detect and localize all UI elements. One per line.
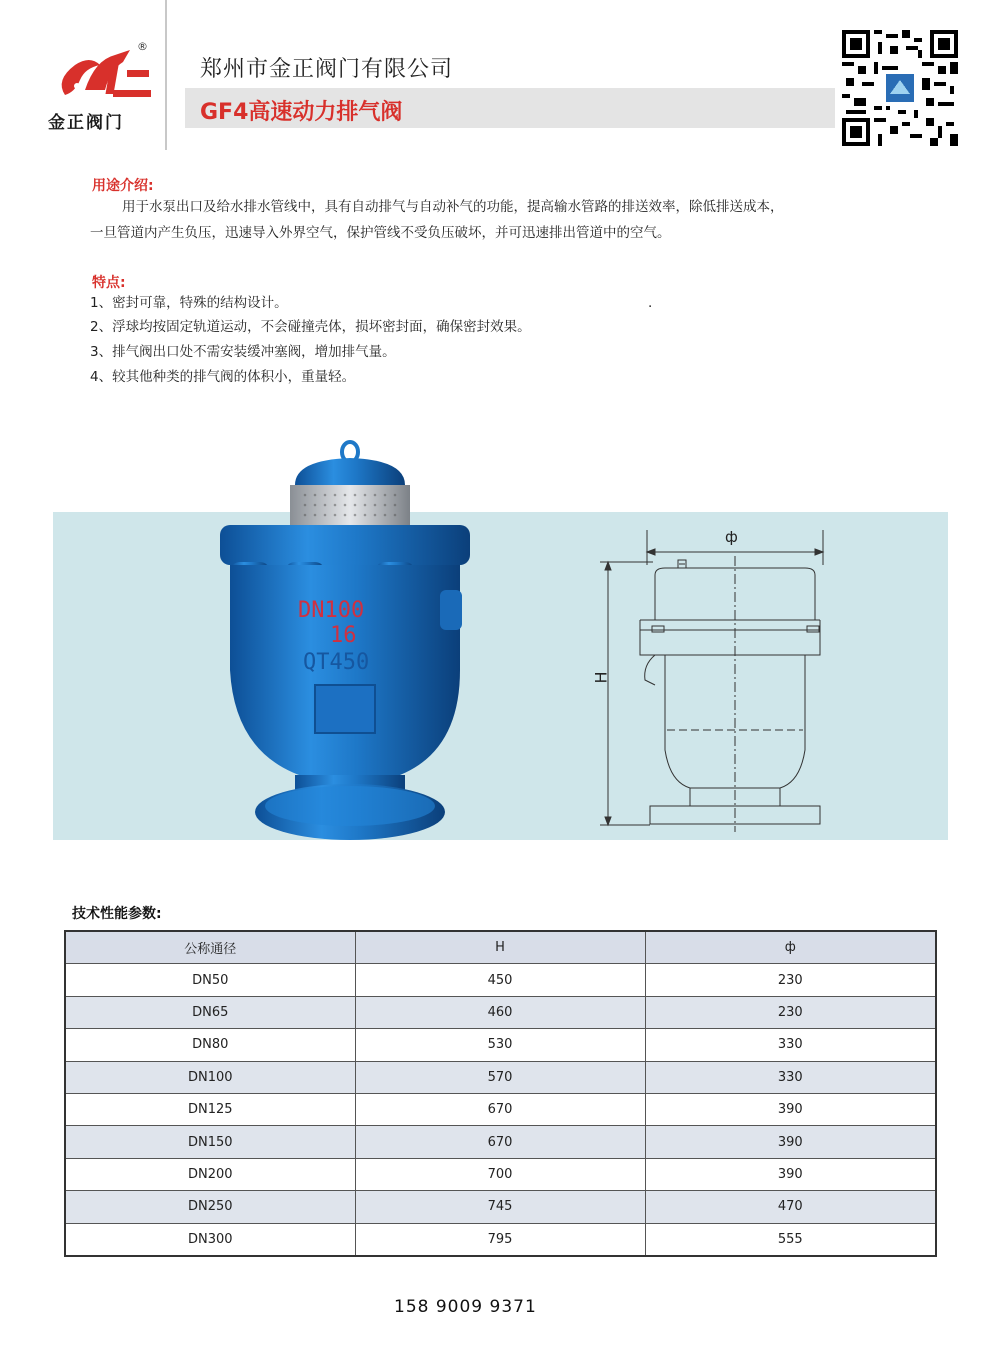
cell-phi: 555: [645, 1223, 936, 1256]
cell-h: 450: [355, 964, 645, 996]
cell-phi: 470: [645, 1191, 936, 1223]
cell-h: 745: [355, 1191, 645, 1223]
col-header-h: H: [355, 931, 645, 964]
cell-nominal: DN300: [65, 1223, 355, 1256]
table-row: [65, 964, 936, 996]
qr-code: [842, 30, 958, 146]
col-header-nominal: 公称通径: [65, 931, 355, 964]
cell-nominal: DN250: [65, 1191, 355, 1223]
cell-nominal: DN100: [65, 1061, 355, 1093]
phone-number: 158 9009 9371: [394, 1297, 537, 1317]
valve-photo: [215, 440, 475, 850]
table-row: [65, 1191, 936, 1223]
table-row: [65, 1223, 936, 1256]
cell-h: 570: [355, 1061, 645, 1093]
feature-item-3: 3、排气阀出口处不需安装缓冲塞阀，增加排气量。: [90, 344, 396, 360]
table-row: [65, 1061, 936, 1093]
spec-title: 技术性能参数:: [72, 906, 162, 922]
feature-item-2: 2、浮球均按固定轨道运动，不会碰撞壳体，损坏密封面，确保密封效果。: [90, 319, 531, 335]
table-row: [65, 1126, 936, 1158]
cast-mark-material: QT450: [303, 650, 370, 675]
technical-drawing: [591, 520, 835, 835]
company-name: 郑州市金正阀门有限公司: [200, 57, 454, 82]
h-label: H: [591, 671, 611, 684]
cell-h: 670: [355, 1093, 645, 1125]
feature-item-1: 1、密封可靠，特殊的结构设计。: [90, 295, 288, 311]
registered-mark: ®: [137, 40, 148, 53]
cell-phi: 230: [645, 964, 936, 996]
header-divider: [165, 0, 167, 150]
table-row: [65, 1029, 936, 1061]
cast-mark-dn: DN100: [298, 598, 365, 623]
spec-table: [64, 930, 937, 1257]
table-row: [65, 1093, 936, 1125]
cast-mark-pn: 16: [330, 623, 357, 648]
cell-nominal: DN80: [65, 1029, 355, 1061]
stray-dot: .: [648, 295, 653, 311]
cell-phi: 330: [645, 1029, 936, 1061]
table-header-row: [65, 931, 936, 964]
intro-line-1: 用于水泵出口及给水排水管线中，具有自动排气与自动补气的功能，提高输水管路的排送效率，除低排送成本，: [122, 199, 784, 215]
cell-nominal: DN200: [65, 1158, 355, 1190]
cell-nominal: DN150: [65, 1126, 355, 1158]
cell-phi: 230: [645, 996, 936, 1028]
intro-heading: 用途介绍:: [92, 178, 154, 194]
cell-nominal: DN65: [65, 996, 355, 1028]
cell-h: 460: [355, 996, 645, 1028]
phi-label: ф: [725, 528, 738, 546]
table-row: [65, 996, 936, 1028]
cell-phi: 390: [645, 1158, 936, 1190]
cell-nominal: DN50: [65, 964, 355, 996]
cell-phi: 390: [645, 1093, 936, 1125]
cell-h: 530: [355, 1029, 645, 1061]
cell-nominal: DN125: [65, 1093, 355, 1125]
cell-phi: 390: [645, 1126, 936, 1158]
cell-h: 700: [355, 1158, 645, 1190]
intro-line-2: 一旦管道内产生负压，迅速导入外界空气，保护管线不受负压破坏，并可迅速排出管道中的空气。: [90, 225, 671, 241]
cell-h: 795: [355, 1223, 645, 1256]
table-row: [65, 1158, 936, 1190]
product-title: GF4高速动力排气阀: [200, 100, 403, 125]
col-header-phi: ф: [645, 931, 936, 964]
features-heading: 特点:: [92, 275, 126, 291]
cell-phi: 330: [645, 1061, 936, 1093]
feature-item-4: 4、较其他种类的排气阀的体积小，重量轻。: [90, 369, 356, 385]
cell-h: 670: [355, 1126, 645, 1158]
logo-text: 金正阀门: [48, 113, 124, 133]
